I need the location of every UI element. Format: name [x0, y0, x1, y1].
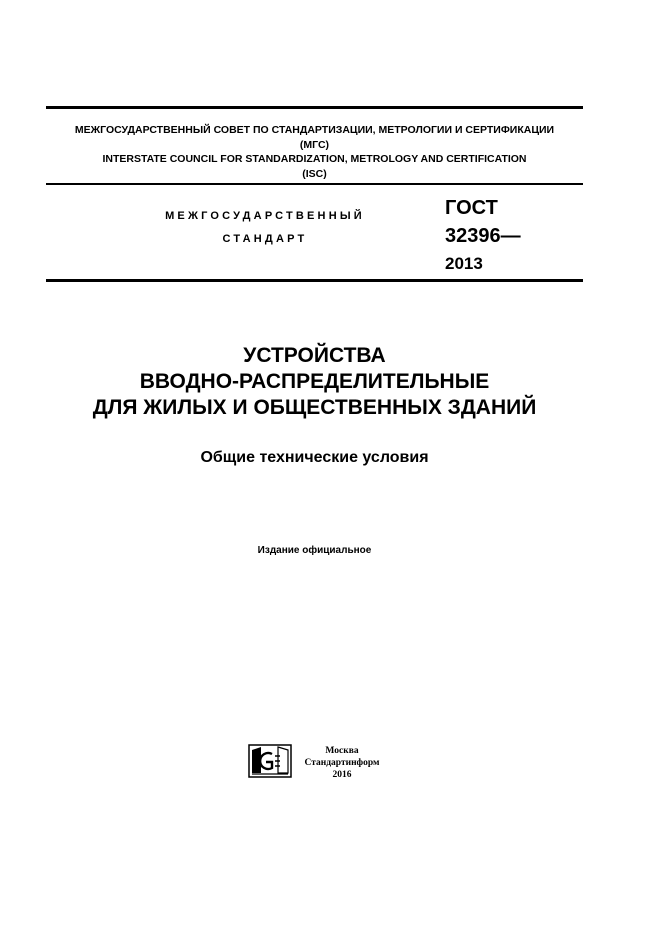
- top-rule: [46, 106, 583, 109]
- gost-prefix: ГОСТ: [445, 197, 498, 219]
- title-line-2: ВВОДНО-РАСПРЕДЕЛИТЕЛЬНЫЕ: [139, 370, 490, 393]
- standard-type-label-line1: МЕЖГОСУДАРСТВЕННЫЙ: [165, 210, 365, 222]
- middle-rule: [46, 183, 583, 185]
- council-name-ru: МЕЖГОСУДАРСТВЕННЫЙ СОВЕТ ПО СТАНДАРТИЗАЦИИ, МЕТРОЛОГИИ И СЕРТИФИКАЦИИ: [74, 124, 555, 136]
- title-line-1: УСТРОЙСТВА: [243, 344, 386, 367]
- council-header: [46, 123, 583, 181]
- publication-year: 2016: [332, 770, 352, 780]
- standard-type-label-line2: СТАНДАРТ: [222, 233, 308, 245]
- document-subtitle: Общие технические условия: [200, 449, 429, 466]
- council-abbr-en: (ISC): [302, 167, 327, 180]
- title-line-3: ДЛЯ ЖИЛЫХ И ОБЩЕСТВЕННЫХ ЗДАНИЙ: [92, 396, 537, 419]
- council-name-en: INTERSTATE COUNCIL FOR STANDARDIZATION, METROLOGY AND CERTIFICATION: [102, 153, 527, 166]
- gost-year: 2013: [445, 254, 483, 273]
- publisher-city: Москва: [325, 746, 359, 756]
- gost-number: 32396—: [445, 225, 521, 247]
- council-abbr-ru: (МГС): [299, 138, 330, 151]
- publisher-name: Стандартинформ: [304, 758, 380, 768]
- gost-designation: [445, 194, 521, 278]
- edition-note: Издание официальное: [257, 545, 372, 556]
- standartinform-logo-icon: [248, 744, 292, 778]
- document-title: [46, 343, 583, 421]
- bottom-rule: [46, 279, 583, 282]
- publisher-block: [296, 745, 388, 781]
